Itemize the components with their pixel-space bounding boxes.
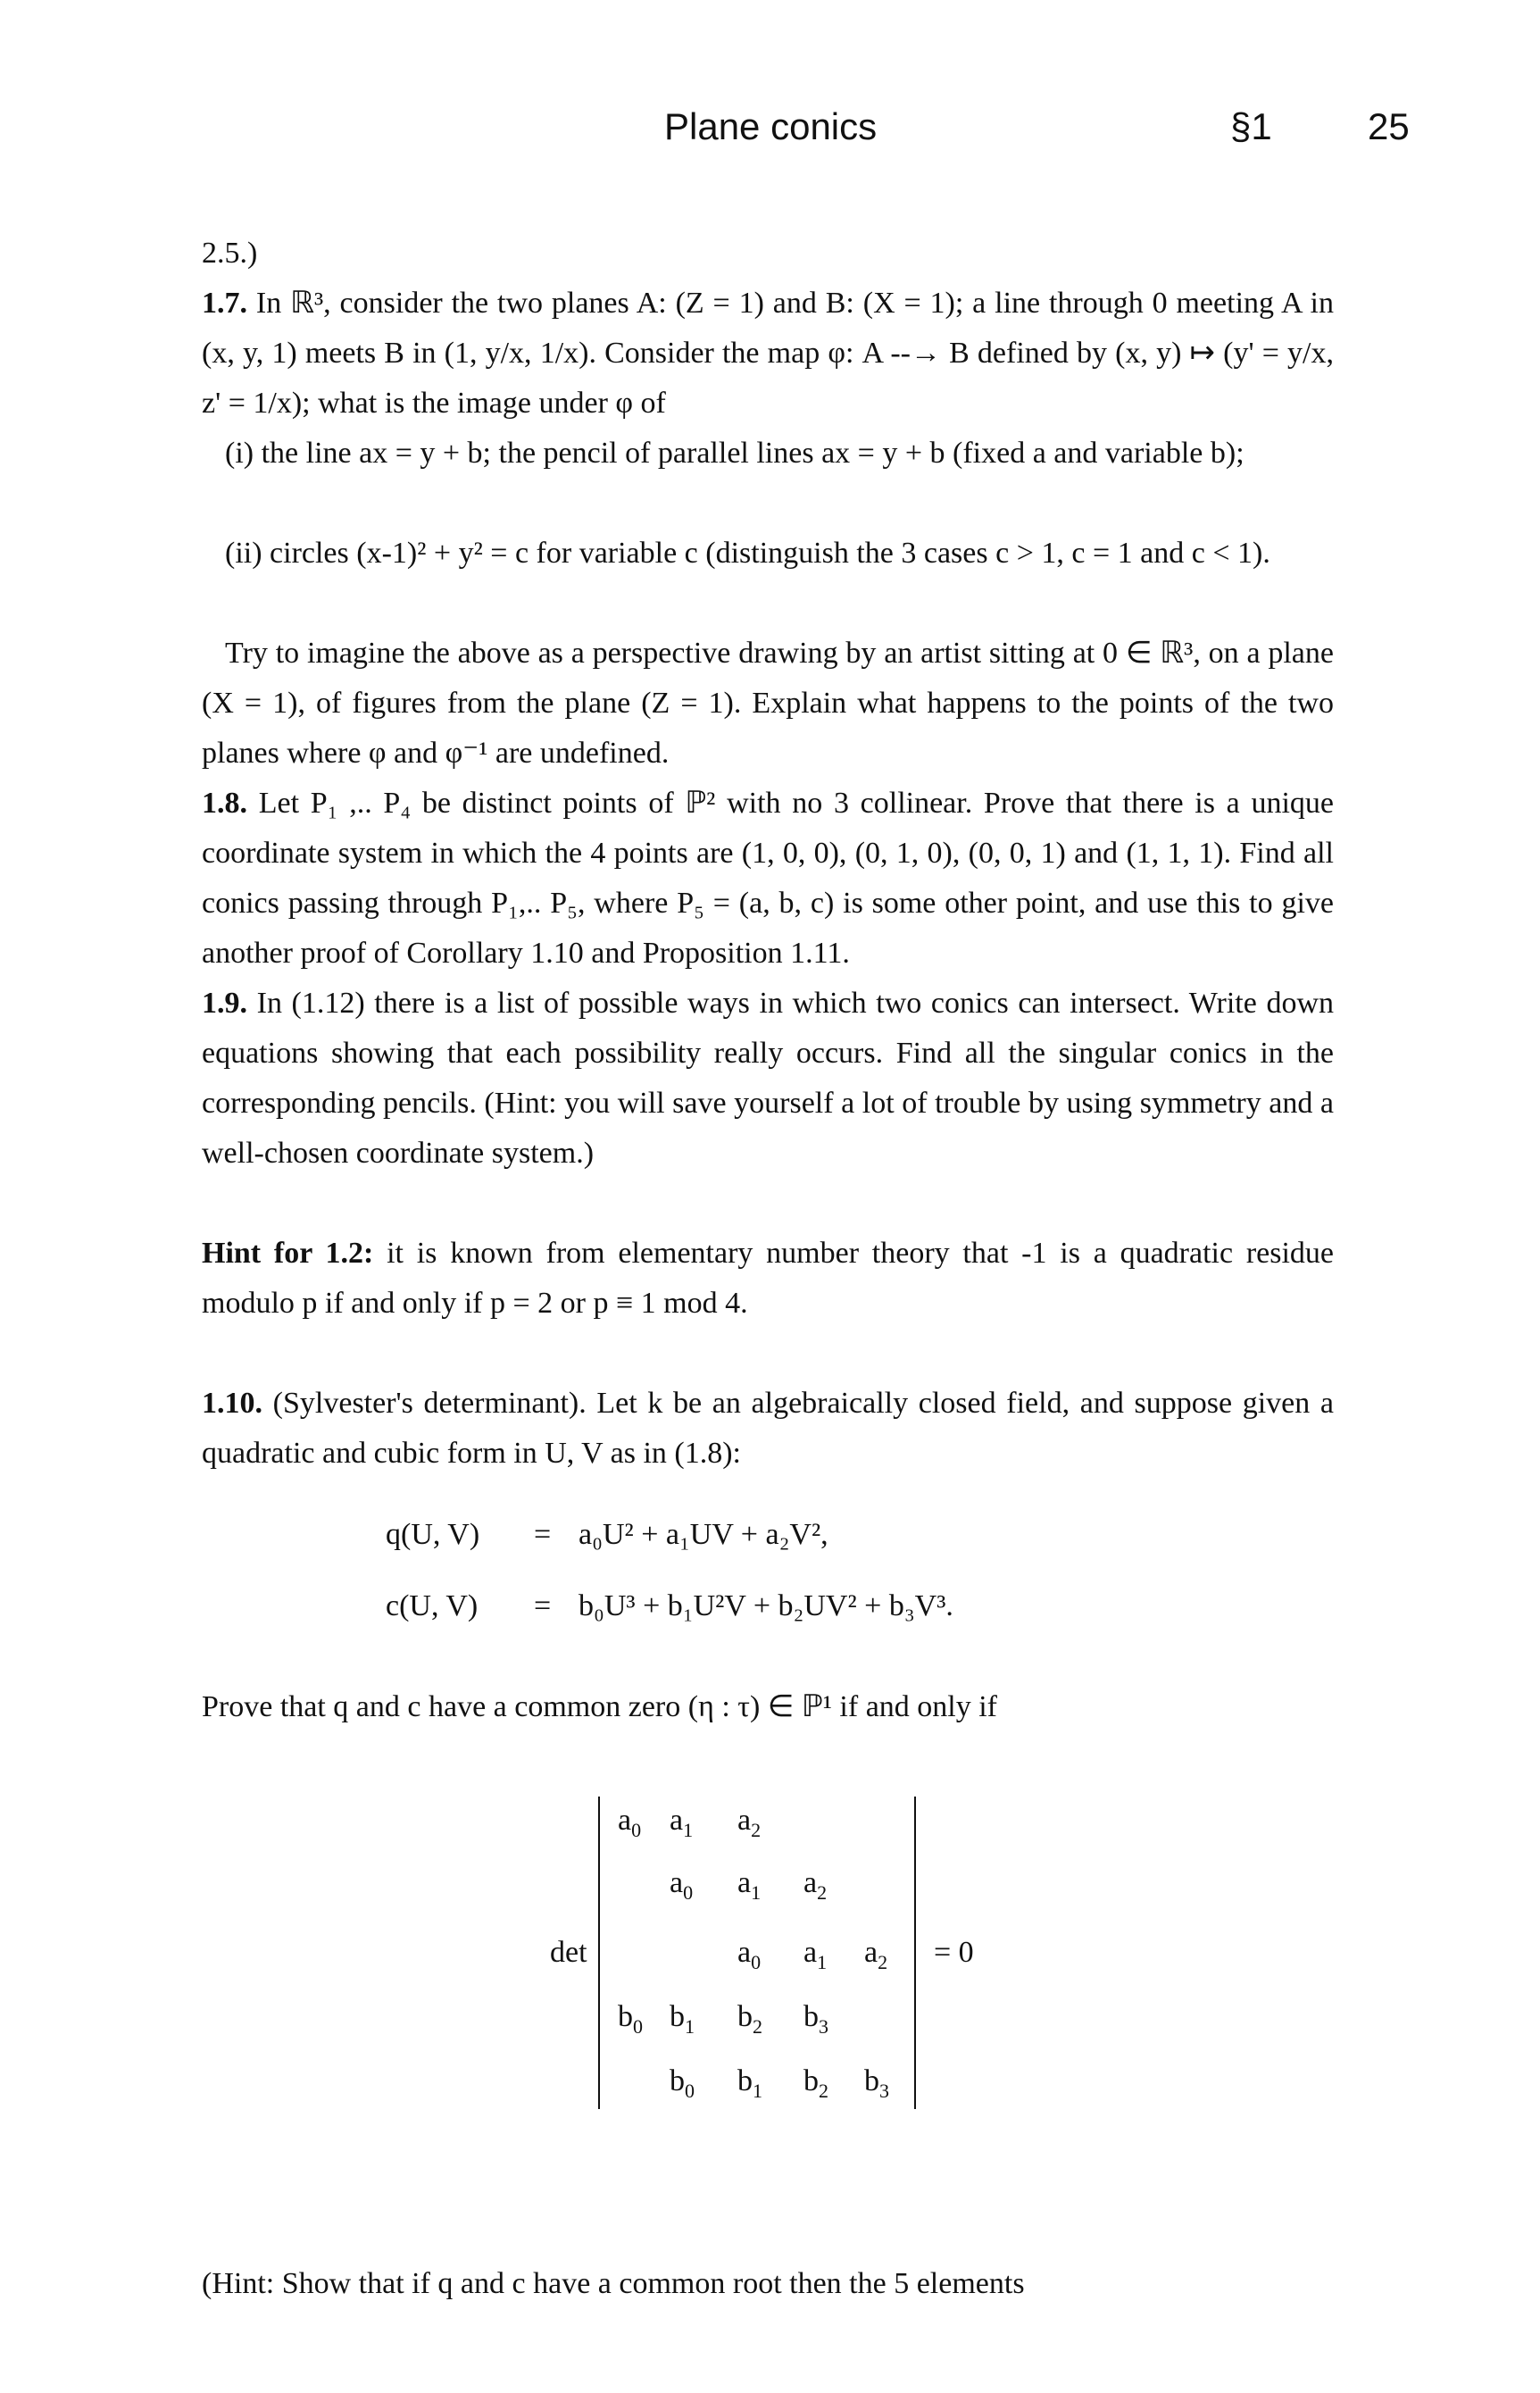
- matrix-entry-r5-c2: $b_0$: [670, 2064, 695, 2102]
- exercise-1-7-part-ii: (ii) circles (x-1)² + y² = c for variable c (distinguish the 3 cases c > 1, c = 1 and c < 1).: [225, 537, 1270, 570]
- hint-text: it is known from elementary number theory that -1 is a quadratic residue modulo p if and only if p = 2 or p ≡ 1 mod 4.: [202, 1237, 1335, 1320]
- matrix-entry-r2-c3: $a_1$: [737, 1866, 762, 1904]
- exercise-label: 1.9.: [202, 987, 247, 1020]
- exercise-text: Let P₁ ,.. P₄ be distinct points of ℙ² with no 3 collinear. Prove that there is a unique coordinate system in which the 4 points are (1, 0, 0), (0, 1, 0), (0, 0, 1) and (1, 1, 1). Find all conics passing through P₁,.. P₅, where P₅ = (a, b, c) is some other point, and use this to give another proof of Corollary 1.10 and Proposition 1.11.: [202, 787, 1335, 970]
- continuation-text: 2.5.): [202, 237, 258, 270]
- exercise-1-10: [202, 1379, 1334, 1479]
- matrix-entry-r4-c1: $b_0$: [618, 2000, 643, 2038]
- section-mark: §1: [1230, 105, 1272, 147]
- determinant-right-bar: [914, 1797, 916, 2109]
- exercise-text: In ℝ³, consider the two planes A: (Z = 1) and B: (X = 1); a line through 0 meeting A in (x, y, 1) meets B in (1, y/x, 1/x). Consider the map φ: A --→ B defined by (x, y) ↦ (y' = y/x, z' = 1/x); what is the image under φ of: [202, 287, 1334, 420]
- page-number: 25: [1368, 105, 1410, 147]
- exercise-1-7: [202, 279, 1334, 429]
- equation-q-equals: =: [534, 1518, 552, 1551]
- hint-for-1-2: [202, 1229, 1334, 1329]
- matrix-entry-r5-c5: $b_3$: [864, 2064, 889, 2102]
- matrix-entry-r5-c4: $b_2$: [803, 2064, 828, 2102]
- exercise-label: 1.8.: [202, 787, 247, 820]
- matrix-entry-r3-c4: $a_1$: [803, 1936, 828, 1973]
- det-result: = 0: [934, 1936, 974, 1969]
- exercise-1-9: [202, 979, 1334, 1179]
- matrix-entry-r1-c2: $a_1$: [670, 1804, 694, 1841]
- matrix-entry-r3-c3: $a_0$: [737, 1936, 762, 1973]
- matrix-entry-r4-c4: $b_3$: [803, 2000, 828, 2038]
- exercise-1-7-part-i: (i) the line ax = y + b; the pencil of parallel lines ax = y + b (fixed a and variable b);: [225, 437, 1244, 470]
- equation-q-lhs: q(U, V): [386, 1518, 480, 1551]
- determinant-left-bar: [598, 1797, 600, 2109]
- matrix-entry-r2-c4: $a_2$: [803, 1866, 828, 1904]
- running-title: Plane conics: [664, 105, 878, 147]
- matrix-entry-r1-c1: $a_0$: [618, 1804, 642, 1841]
- exercise-label: 1.7.: [202, 287, 247, 320]
- exercise-1-7-followup: Try to imagine the above as a perspective drawing by an artist sitting at 0 ∈ ℝ³, on a plane (X = 1), of figures from the plane (Z = 1). Explain what happens to the points of the two planes where φ and φ⁻¹ are undefined.: [202, 637, 1334, 770]
- exercise-1-8: [202, 779, 1334, 979]
- matrix-entry-r2-c2: $a_0$: [670, 1866, 694, 1904]
- exercise-text: In (1.12) there is a list of possible ways in which two conics can intersect. Write down equations showing that each possibility really occurs. Find all the singular conics in the corresponding pencils. (Hint: you will save yourself a lot of trouble by using symmetry and a well-chosen coordinate system.): [202, 987, 1335, 1170]
- exercise-label: 1.10.: [202, 1387, 262, 1420]
- det-label: det: [550, 1936, 587, 1969]
- prove-statement: Prove that q and c have a common zero (η : τ) ∈ ℙ¹ if and only if: [202, 1690, 998, 1723]
- matrix-entry-r5-c3: $b_1$: [737, 2064, 762, 2102]
- matrix-entry-r1-c3: $a_2$: [737, 1804, 762, 1841]
- equation-c-rhs: b₀U³ + b₁U²V + b₂UV² + b₃V³.: [579, 1589, 953, 1622]
- matrix-entry-r3-c5: $a_2$: [864, 1936, 888, 1973]
- matrix-entry-r4-c3: $b_2$: [737, 2000, 762, 2038]
- equation-c-lhs: c(U, V): [386, 1589, 479, 1622]
- closing-hint: (Hint: Show that if q and c have a common root then the 5 elements: [202, 2267, 1025, 2300]
- equation-c-equals: =: [534, 1589, 552, 1622]
- hint-label: Hint for 1.2:: [202, 1237, 374, 1270]
- equation-q-rhs: a₀U² + a₁UV + a₂V²,: [579, 1518, 828, 1551]
- exercise-text: (Sylvester's determinant). Let k be an algebraically closed field, and suppose given a quadratic and cubic form in U, V as in (1.8):: [202, 1387, 1335, 1470]
- matrix-entry-r4-c2: $b_1$: [670, 2000, 695, 2038]
